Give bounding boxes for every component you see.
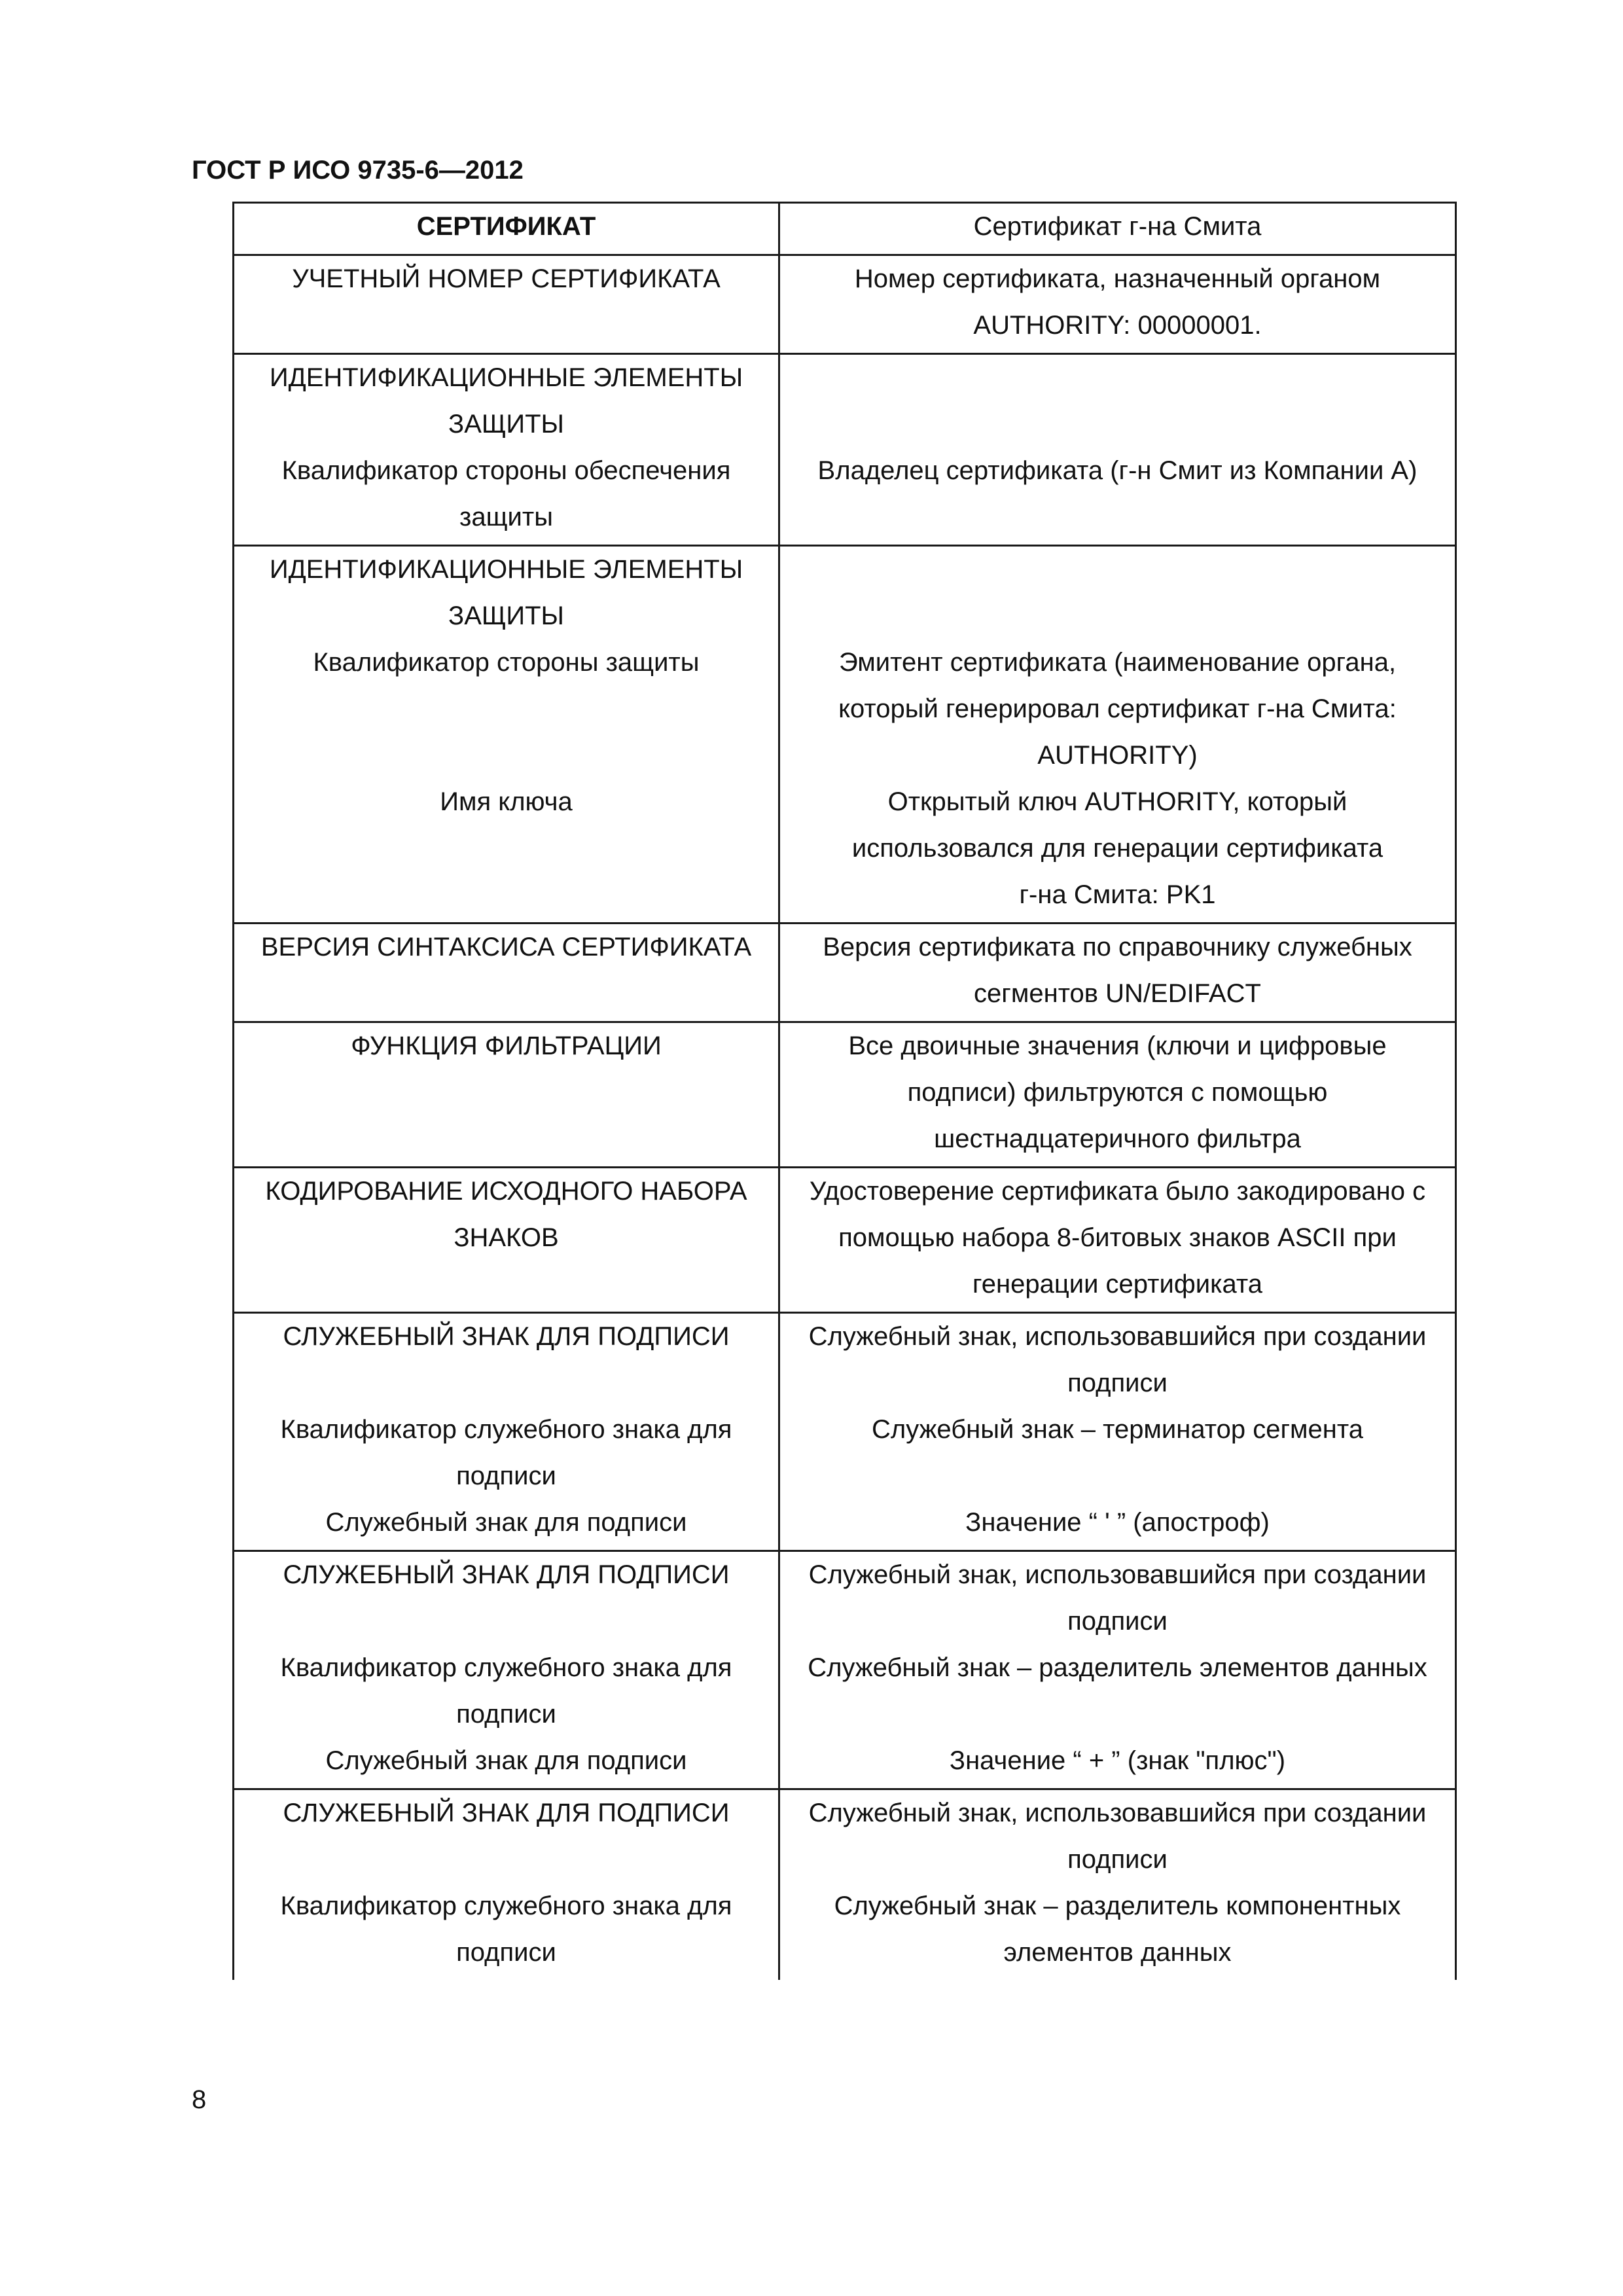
table-row [234,1022,1456,1168]
element-name-cell [234,1168,779,1313]
cell-line: подписи [456,1462,556,1490]
cell-line: КОДИРОВАНИЕ ИСХОДНОГО НАБОРА [265,1177,747,1206]
table-row [234,924,1456,1022]
cell-line: Служебный знак, использовавшийся при создании [808,1322,1427,1351]
cell-line [242,1837,770,1883]
cell-line: СЛУЖЕБНЫЙ ЗНАК ДЛЯ ПОДПИСИ [283,1799,730,1827]
cell-line: ФУНКЦИЯ ФИЛЬТРАЦИИ [351,1031,662,1060]
element-value-cell [779,255,1456,354]
cell-line: Служебный знак, использовавшийся при создании [808,1799,1427,1827]
cell-line: СЛУЖЕБНЫЙ ЗНАК ДЛЯ ПОДПИСИ [283,1560,730,1589]
table-header-row [234,203,1456,255]
cell-line: ИДЕНТИФИКАЦИОННЫЕ ЭЛЕМЕНТЫ [269,363,743,392]
element-value-cell [779,1168,1456,1313]
element-name-cell [234,1551,779,1789]
cell-line: г-на Смита: PK1 [1019,880,1216,909]
cell-line: Номер сертификата, назначенный органом [854,264,1381,293]
element-name-cell [234,354,779,546]
table-row [234,1168,1456,1313]
cell-line: Все двоичные значения (ключи и цифровые [848,1031,1387,1060]
cell-line: подписи [1067,1369,1168,1397]
element-name-cell [234,924,779,1022]
cell-line: Значение “ + ” (знак "плюс") [949,1746,1286,1775]
cell-line [788,401,1447,448]
cell-line: подписи [456,1938,556,1967]
cell-line: ЗАЩИТЫ [448,410,564,439]
cell-line: помощью набора 8-битовых знаков ASCII при [838,1223,1397,1252]
cell-line [788,547,1447,593]
element-name-cell [234,546,779,924]
element-value-cell [779,1022,1456,1168]
cell-line: Сертификат г-на Смита [973,212,1262,241]
cell-line: Эмитент сертификата (наименование органа, [838,648,1397,677]
cell-line: Служебный знак для подписи [325,1746,687,1775]
element-value-cell [779,354,1456,546]
element-value-cell [779,546,1456,924]
cell-line: Служебный знак – разделитель элементов данных [808,1653,1427,1682]
cell-line: УЧЕТНЫЙ НОМЕР СЕРТИФИКАТА [292,264,721,293]
cell-line: ИДЕНТИФИКАЦИОННЫЕ ЭЛЕМЕНТЫ [269,555,743,584]
cell-line: Квалификатор служебного знака для [280,1415,732,1444]
element-value-cell [779,1789,1456,1981]
cell-line: AUTHORITY: 00000001. [973,311,1262,340]
cell-line: Квалификатор служебного знака для [280,1892,732,1920]
cell-line: защиты [459,503,553,531]
table-row [234,354,1456,546]
cell-line [788,355,1447,401]
element-name-cell [234,255,779,354]
cell-line: подписи) фильтруются с помощью [907,1078,1328,1107]
cell-line [242,686,770,732]
cell-line: Служебный знак для подписи [325,1508,687,1537]
cell-line: Служебный знак, использовавшийся при создании [808,1560,1427,1589]
header-cell-element [234,203,779,255]
cell-line [788,593,1447,639]
page-number: 8 [192,2085,207,2114]
element-name-cell [234,1789,779,1981]
cell-line: Открытый ключ AUTHORITY, который [887,787,1347,816]
element-name-cell [234,1022,779,1168]
cell-line: AUTHORITY) [1037,741,1198,770]
element-value-cell [779,1551,1456,1789]
element-value-cell [779,1313,1456,1551]
cell-line: Удостоверение сертификата было закодировано с [809,1177,1426,1206]
cell-line: СЛУЖЕБНЫЙ ЗНАК ДЛЯ ПОДПИСИ [283,1322,730,1351]
element-value-cell [779,924,1456,1022]
cell-line [788,1453,1447,1499]
table-row [234,1313,1456,1551]
cell-line [242,1360,770,1407]
cell-line: СЕРТИФИКАТ [416,212,596,241]
element-name-cell [234,1313,779,1551]
cell-line [242,732,770,779]
cell-line [788,1691,1447,1738]
cell-line: подписи [1067,1607,1168,1636]
cell-line: Версия сертификата по справочнику служебных [823,933,1412,961]
table-row [234,546,1456,924]
cell-line: Квалификатор служебного знака для [280,1653,732,1682]
cell-line: подписи [456,1700,556,1729]
cell-line: использовался для генерации сертификата [851,834,1383,863]
certificate-table [232,202,1457,1980]
cell-line: ЗАЩИТЫ [448,601,564,630]
cell-line: Квалификатор стороны защиты [313,648,700,677]
table-row [234,255,1456,354]
cell-line: Владелец сертификата (г-н Смит из Компании А) [817,456,1418,485]
table-row [234,1551,1456,1789]
header-cell-value [779,203,1456,255]
cell-line: который генерировал сертификат г-на Смита: [838,694,1397,723]
cell-line: генерации сертификата [972,1270,1262,1299]
cell-line [242,1598,770,1645]
cell-line: сегментов UN/EDIFACT [974,979,1261,1008]
cell-line: шестнадцатеричного фильтра [934,1124,1301,1153]
cell-line: Имя ключа [440,787,573,816]
cell-line: Квалификатор стороны обеспечения [281,456,731,485]
cell-line: Служебный знак – терминатор сегмента [871,1415,1363,1444]
cell-line: элементов данных [1003,1938,1232,1967]
table-row [234,1789,1456,1981]
cell-line: Служебный знак – разделитель компонентных [834,1892,1401,1920]
cell-line: ЗНАКОВ [454,1223,559,1252]
document-header: ГОСТ Р ИСО 9735-6—2012 [192,156,524,185]
cell-line: ВЕРСИЯ СИНТАКСИСА СЕРТИФИКАТА [260,933,752,961]
cell-line: Значение “ ' ” (апостроф) [965,1508,1270,1537]
cell-line: подписи [1067,1845,1168,1874]
